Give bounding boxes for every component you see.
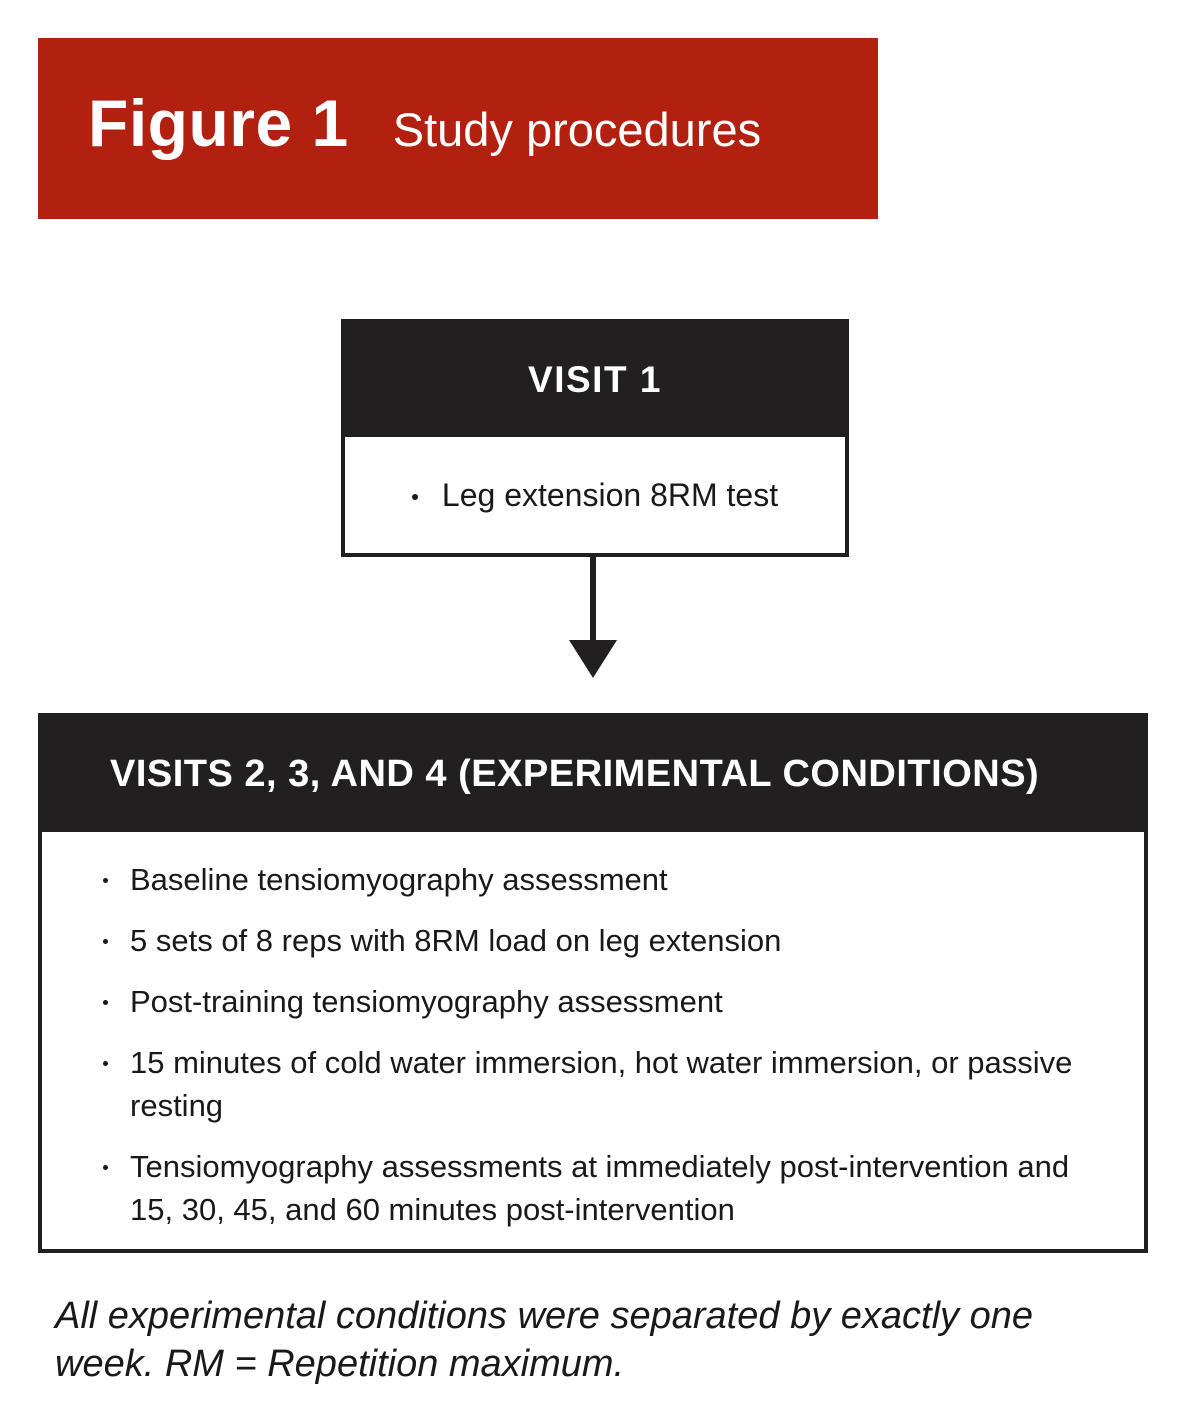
list-item	[103, 1041, 1116, 1127]
list-item	[103, 919, 1116, 962]
bullet-dot-icon	[103, 858, 130, 901]
bullet-dot-icon	[103, 980, 130, 1023]
visits234-body	[42, 832, 1144, 1231]
list-item	[103, 980, 1116, 1023]
bullet-dot-icon	[103, 1041, 130, 1127]
list-item-text: 15 minutes of cold water immersion, hot water immersion, or passive resting	[130, 1045, 1073, 1123]
list-item-text: Post-training tensiomyography assessment	[130, 984, 723, 1019]
list-item	[103, 858, 1116, 901]
bullet-dot-icon	[103, 1145, 130, 1231]
list-item	[103, 1145, 1116, 1231]
list-item-text: Baseline tensiomyography assessment	[130, 862, 668, 897]
list-item-text: Tensiomyography assessments at immediately post-intervention and 15, 30, 45, and 60 minutes post-intervention	[130, 1149, 1070, 1227]
visit1-item: Leg extension 8RM test	[441, 476, 779, 513]
visits234-header: VISITS 2, 3, AND 4 (EXPERIMENTAL CONDITIONS)	[42, 717, 1144, 832]
figure-title: Study procedures	[392, 103, 762, 156]
figure-banner	[38, 38, 878, 219]
visit1-box	[341, 319, 849, 557]
visit1-header: VISIT 1	[345, 323, 845, 437]
visits234-box	[38, 713, 1148, 1253]
arrow-head-icon	[569, 640, 617, 678]
figure-footnote: All experimental conditions were separated by exactly one week. RM = Repetition maximum.	[55, 1295, 1033, 1385]
arrow-line	[590, 557, 596, 643]
bullet-dot-icon	[103, 919, 130, 962]
visit1-body	[345, 437, 845, 553]
bullet-dot-icon	[412, 494, 418, 500]
figure-number-label: Figure 1	[88, 86, 349, 160]
list-item-text: 5 sets of 8 reps with 8RM load on leg extension	[130, 923, 782, 958]
procedure-list	[103, 858, 1116, 1231]
